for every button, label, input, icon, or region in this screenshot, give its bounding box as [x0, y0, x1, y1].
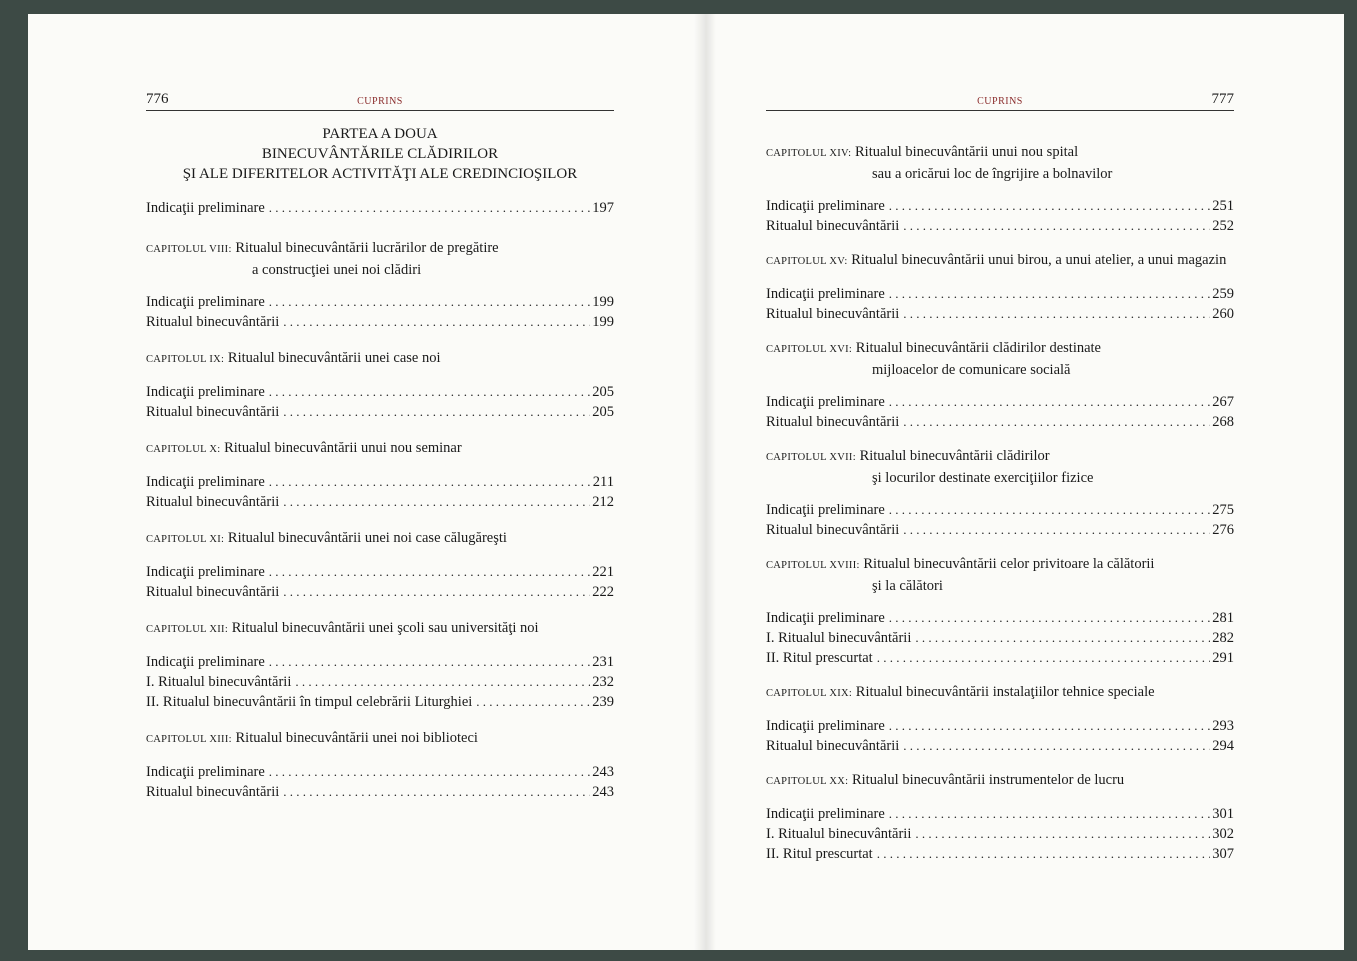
- chapter-title-continuation: mijloacelor de comunicare socială: [872, 362, 1071, 378]
- toc-entry-page: 212: [592, 494, 614, 510]
- chapter-heading: [766, 770, 1234, 792]
- toc-entry-page: 307: [1212, 846, 1234, 862]
- chapter-title: Ritualul binecuvântării unei noi biblioteci: [235, 730, 478, 746]
- toc-entry: [146, 582, 614, 602]
- toc-entry-label: Indicaţii preliminare: [146, 474, 265, 490]
- leader-dots: [269, 652, 590, 672]
- leader-dots: [889, 500, 1210, 520]
- toc-entry: [146, 782, 614, 802]
- toc-content: [766, 132, 1234, 864]
- chapter-number: CAPITOLUL XIII:: [146, 734, 232, 745]
- toc-entry-label: Indicaţii preliminare: [766, 198, 885, 214]
- toc-entry-page: 260: [1212, 306, 1234, 322]
- toc-entry-page: 301: [1212, 806, 1234, 822]
- toc-entry-page: 243: [592, 784, 614, 800]
- chapter-number: CAPITOLUL XVI:: [766, 344, 853, 355]
- leader-dots: [889, 608, 1210, 628]
- chapter-number: CAPITOLUL XIV:: [766, 148, 852, 159]
- toc-entry-page: 282: [1212, 630, 1234, 646]
- leader-dots: [295, 672, 590, 692]
- leader-dots: [283, 582, 590, 602]
- chapter-heading: [146, 438, 614, 460]
- toc-entry-label: I. Ritualul binecuvântării: [766, 630, 912, 646]
- leader-dots: [269, 292, 590, 312]
- part-title-line: PARTEA A DOUA: [322, 126, 438, 142]
- leader-dots: [269, 762, 590, 782]
- toc-entry-page: 221: [592, 564, 614, 580]
- toc-entry-page: 199: [592, 314, 614, 330]
- leader-dots: [903, 736, 1210, 756]
- chapter-title: Ritualul binecuvântării unui nou spital: [855, 144, 1079, 160]
- toc-entry-page: 231: [592, 654, 614, 670]
- page-number: 776: [146, 91, 169, 107]
- chapter-heading: [766, 142, 1234, 184]
- chapter-title: Ritualul binecuvântării instrumentelor de lucru: [851, 772, 1125, 788]
- toc-entry: [146, 652, 614, 672]
- toc-entry-page: 197: [592, 200, 614, 216]
- leader-dots: [915, 824, 1210, 844]
- chapter-list: [766, 142, 1234, 864]
- chapter-heading: [146, 238, 614, 280]
- toc-entry-page: 291: [1212, 650, 1234, 666]
- leader-dots: [476, 692, 590, 712]
- chapter-title: Ritualul binecuvântării unei noi case călugăreşti: [227, 530, 507, 546]
- page-header: [146, 90, 614, 111]
- chapter-title: Ritualul binecuvântării instalaţiilor tehnice speciale: [855, 684, 1155, 700]
- toc-entry-label: Indicaţii preliminare: [146, 564, 265, 580]
- leader-dots: [283, 402, 590, 422]
- part-title: [146, 124, 614, 184]
- toc-entry-page: 302: [1212, 826, 1234, 842]
- running-head: CUPRINS: [977, 96, 1023, 107]
- toc-entry-page: 267: [1212, 394, 1234, 410]
- leader-dots: [903, 412, 1210, 432]
- toc-entry-label: Indicaţii preliminare: [146, 200, 265, 216]
- leader-dots: [889, 284, 1210, 304]
- leader-dots: [889, 804, 1210, 824]
- chapter-title: Ritualul binecuvântării lucrărilor de pregătire: [235, 240, 499, 256]
- page-header: [766, 90, 1234, 111]
- toc-entry-label: Indicaţii preliminare: [766, 610, 885, 626]
- chapter-heading: [766, 682, 1234, 704]
- chapter-title-continuation: şi la călători: [872, 578, 943, 594]
- toc-entry: [766, 608, 1234, 628]
- book-spread: [28, 14, 1344, 950]
- chapter-list: [146, 238, 614, 802]
- leader-dots: [269, 562, 590, 582]
- toc-entry-page: 268: [1212, 414, 1234, 430]
- toc-entry: [766, 628, 1234, 648]
- chapter-heading: [146, 528, 614, 550]
- toc-entry-label: II. Ritualul binecuvântării în timpul celebrării Liturghiei: [146, 694, 473, 710]
- toc-entry-label: Ritualul binecuvântării: [766, 218, 900, 234]
- toc-entry-label: Indicaţii preliminare: [766, 502, 885, 518]
- toc-entry-label: I. Ritualul binecuvântării: [766, 826, 912, 842]
- toc-entry-label: Ritualul binecuvântării: [766, 738, 900, 754]
- chapter-number: CAPITOLUL XVII:: [766, 452, 856, 463]
- leader-dots: [915, 628, 1210, 648]
- toc-entry-page: 199: [592, 294, 614, 310]
- toc-entry-label: Indicaţii preliminare: [146, 294, 265, 310]
- toc-entry-label: Indicaţii preliminare: [766, 286, 885, 302]
- toc-entry: [146, 762, 614, 782]
- toc-entry-page: 239: [592, 694, 614, 710]
- toc-entry-label: Ritualul binecuvântării: [146, 784, 280, 800]
- toc-entry: [766, 844, 1234, 864]
- toc-entry: [146, 402, 614, 422]
- toc-entry-label: Ritualul binecuvântării: [146, 314, 280, 330]
- chapter-heading: [766, 250, 1234, 272]
- toc-entry: [146, 198, 614, 218]
- chapter-heading: [766, 338, 1234, 380]
- toc-entry: [766, 216, 1234, 236]
- leader-dots: [889, 716, 1210, 736]
- chapter-number: CAPITOLUL VIII:: [146, 244, 232, 255]
- toc-entry: [146, 562, 614, 582]
- toc-entry: [766, 412, 1234, 432]
- toc-entry: [766, 196, 1234, 216]
- part-title-line: BINECUVÂNTĂRILE CLĂDIRILOR: [261, 146, 499, 162]
- chapter-title: Ritualul binecuvântării unui nou seminar: [224, 440, 462, 456]
- toc-entry-page: 251: [1212, 198, 1234, 214]
- chapter-title: Ritualul binecuvântării clădirilor destinate: [855, 340, 1101, 356]
- toc-entry-page: 276: [1212, 522, 1234, 538]
- leader-dots: [903, 304, 1210, 324]
- toc-entry-page: 281: [1212, 610, 1234, 626]
- chapter-number: CAPITOLUL XII:: [146, 624, 229, 635]
- toc-entry: [766, 284, 1234, 304]
- toc-entry-label: Ritualul binecuvântării: [766, 522, 900, 538]
- leader-dots: [269, 382, 590, 402]
- leader-dots: [269, 472, 591, 492]
- leader-dots: [877, 844, 1211, 864]
- toc-entry: [766, 648, 1234, 668]
- toc-entry: [146, 692, 614, 712]
- toc-entry: [766, 392, 1234, 412]
- toc-entry-page: 222: [592, 584, 614, 600]
- leader-dots: [903, 216, 1210, 236]
- part-title-line: ŞI ALE DIFERITELOR ACTIVITĂŢI ALE CREDINCIOŞILOR: [182, 166, 578, 182]
- chapter-heading: [766, 446, 1234, 488]
- toc-entry-page: 259: [1212, 286, 1234, 302]
- toc-entry: [766, 520, 1234, 540]
- toc-entry: [146, 382, 614, 402]
- chapter-number: CAPITOLUL XV:: [766, 256, 848, 267]
- toc-entry-label: Ritualul binecuvântării: [766, 414, 900, 430]
- toc-entry-label: Indicaţii preliminare: [146, 654, 265, 670]
- leader-dots: [903, 520, 1210, 540]
- toc-entry-label: Indicaţii preliminare: [146, 384, 265, 400]
- chapter-number: CAPITOLUL XI:: [146, 534, 225, 545]
- toc-content: [146, 124, 614, 802]
- leader-dots: [283, 492, 590, 512]
- chapter-title: Ritualul binecuvântării celor privitoare la călătorii: [863, 556, 1155, 572]
- toc-entry-label: Indicaţii preliminare: [766, 718, 885, 734]
- chapter-title-continuation: sau a oricărui loc de îngrijire a bolnavilor: [872, 166, 1113, 182]
- right-page: [766, 14, 1234, 950]
- toc-entry-label: Ritualul binecuvântării: [146, 404, 280, 420]
- toc-entry: [146, 672, 614, 692]
- toc-entry-page: 293: [1212, 718, 1234, 734]
- toc-entry-label: II. Ritul prescurtat: [766, 846, 873, 862]
- toc-entry: [766, 716, 1234, 736]
- chapter-number: CAPITOLUL XX:: [766, 776, 849, 787]
- chapter-title: Ritualul binecuvântării unui birou, a unui atelier, a unui magazin: [851, 252, 1227, 268]
- toc-entry: [146, 472, 614, 492]
- toc-entry-label: Indicaţii preliminare: [766, 394, 885, 410]
- chapter-number: CAPITOLUL X:: [146, 444, 221, 455]
- leader-dots: [269, 198, 590, 218]
- chapter-heading: [146, 618, 614, 640]
- chapter-title-continuation: a construcţiei unei noi clădiri: [252, 262, 422, 278]
- toc-entry-page: 205: [592, 384, 614, 400]
- leader-dots: [283, 312, 590, 332]
- running-head: CUPRINS: [357, 96, 403, 107]
- chapter-title: Ritualul binecuvântării unei şcoli sau universităţi noi: [231, 620, 539, 636]
- toc-entry: [766, 736, 1234, 756]
- toc-entry-page: 205: [592, 404, 614, 420]
- toc-entry-page: 232: [592, 674, 614, 690]
- chapter-number: CAPITOLUL XVIII:: [766, 560, 860, 571]
- leader-dots: [877, 648, 1211, 668]
- toc-entry-label: Ritualul binecuvântării: [766, 306, 900, 322]
- toc-entry-page: 211: [592, 474, 614, 490]
- toc-entry: [146, 292, 614, 312]
- chapter-number: CAPITOLUL XIX:: [766, 688, 853, 699]
- leader-dots: [283, 782, 590, 802]
- left-page: [146, 14, 614, 950]
- chapter-heading: [146, 728, 614, 750]
- chapter-heading: [766, 554, 1234, 596]
- toc-entry: [766, 824, 1234, 844]
- toc-entry-page: 294: [1212, 738, 1234, 754]
- chapter-heading: [146, 348, 614, 370]
- chapter-title: Ritualul binecuvântării unei case noi: [227, 350, 441, 366]
- toc-entry: [766, 304, 1234, 324]
- page-number: 777: [1211, 91, 1234, 107]
- leader-dots: [889, 196, 1210, 216]
- book-gutter: [694, 14, 716, 950]
- toc-entry: [146, 312, 614, 332]
- toc-entry: [766, 804, 1234, 824]
- toc-entry-label: I. Ritualul binecuvântării: [146, 674, 292, 690]
- toc-entry-label: Ritualul binecuvântării: [146, 584, 280, 600]
- toc-entry-label: Indicaţii preliminare: [146, 764, 265, 780]
- leader-dots: [889, 392, 1210, 412]
- toc-entry-label: II. Ritul prescurtat: [766, 650, 873, 666]
- toc-entry-page: 275: [1212, 502, 1234, 518]
- chapter-title-continuation: şi locurilor destinate exerciţiilor fizice: [872, 470, 1094, 486]
- toc-entry: [766, 500, 1234, 520]
- toc-entry-page: 243: [592, 764, 614, 780]
- chapter-title: Ritualul binecuvântării clădirilor: [859, 448, 1050, 464]
- toc-entry-page: 252: [1212, 218, 1234, 234]
- toc-entry: [146, 492, 614, 512]
- toc-entry-label: Ritualul binecuvântării: [146, 494, 280, 510]
- toc-entry-label: Indicaţii preliminare: [766, 806, 885, 822]
- chapter-number: CAPITOLUL IX:: [146, 354, 225, 365]
